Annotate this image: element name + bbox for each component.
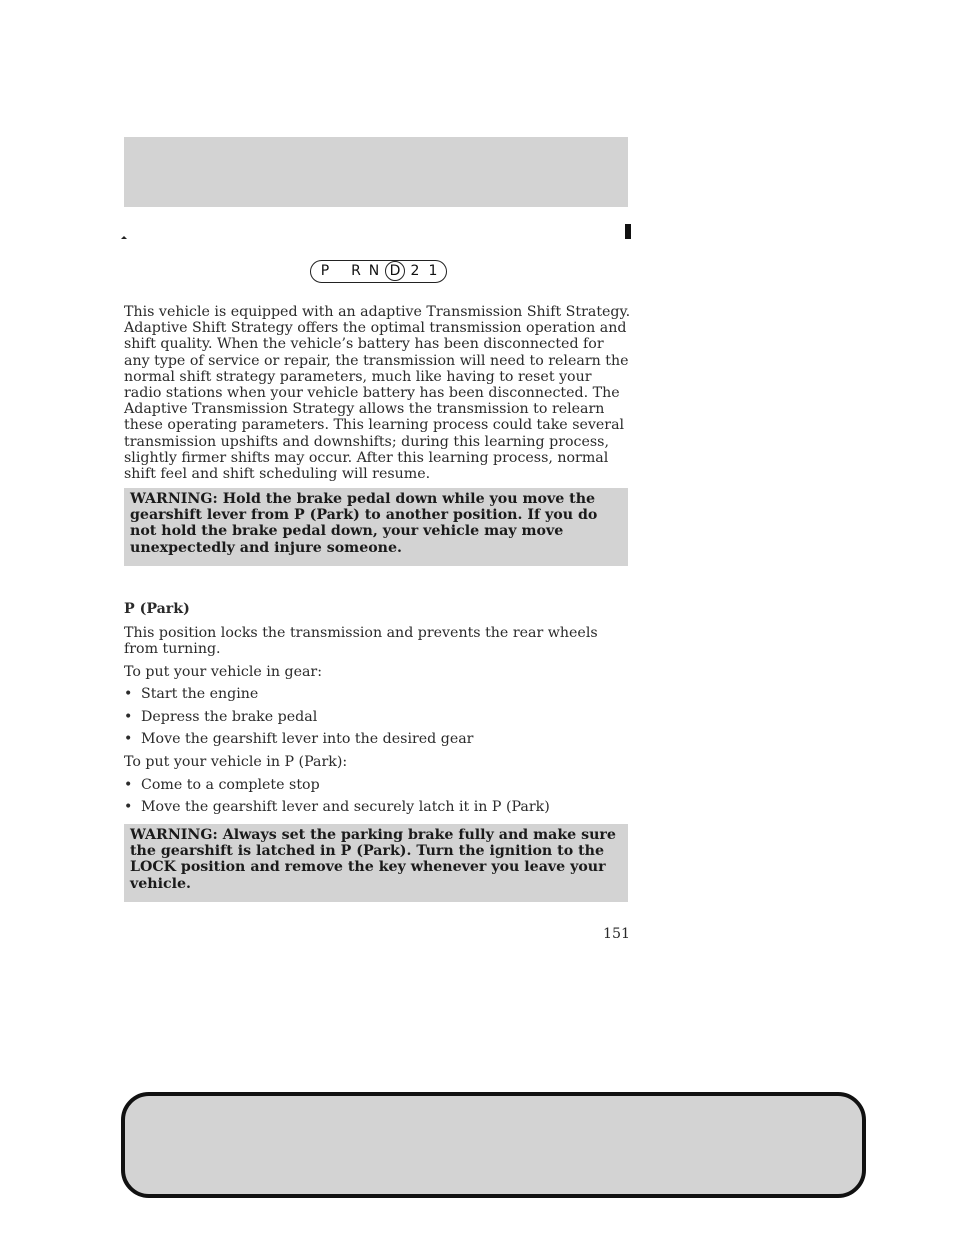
intro-paragraph: This vehicle is equipped with an adaptive Transmission Shift Strategy. Adaptive Shift Strategy offers the optimal transmission operation and shift quality. When the vehicle’s battery has been disconnected for any type of service or repair, the transmission will need to relearn the normal shift strategy parameters, much like having to reset your radio stations when your vehicle battery has been disconnected. The Adaptive Transmission Strategy allows the transmission to relearn these operating parameters. This learning process could take several transmission upshifts and downshifts; during this learning process, slightly firmer shifts may occur. After this learning process, normal shift feel and shift scheduling will resume.: [124, 304, 631, 483]
list-item: • Start the engine: [124, 686, 259, 702]
bullet-icon: •: [124, 709, 133, 725]
header-band: [124, 137, 628, 207]
park-description: This position locks the transmission and prevents the rear wheels from turning.: [124, 625, 598, 658]
warning-box-parking-brake: [124, 824, 628, 902]
corner-mark-icon: [121, 236, 127, 239]
page-number: 151: [603, 926, 631, 942]
bullet-icon: •: [124, 777, 133, 793]
gear-position-2: 2: [410, 263, 420, 279]
gear-position-1: 1: [428, 263, 438, 279]
gear-selector-indicator: [310, 260, 447, 283]
warning-text-brake: WARNING: Hold the brake pedal down while you move the gearshift lever from P (Park) to another position. If you do not hold the brake pedal down, your vehicle may move unexpectedly and injure someone.: [130, 491, 598, 556]
in-park-intro: To put your vehicle in P (Park):: [124, 754, 348, 770]
gear-position-r: R: [351, 263, 361, 279]
footer-frame: [121, 1092, 866, 1198]
list-item: • Move the gearshift lever and securely latch it in P (Park): [124, 799, 550, 815]
list-item: • Depress the brake pedal: [124, 709, 318, 725]
warning-box-brake: [124, 488, 628, 566]
gear-position-d-selected: D: [385, 261, 405, 281]
bullet-icon: •: [124, 731, 133, 747]
gear-position-n: N: [368, 263, 380, 279]
warning-text-parking-brake: WARNING: Always set the parking brake fully and make sure the gearshift is latched in P (Park). Turn the ignition to the LOCK position and remove the key whenever you leave your vehicle.: [130, 827, 616, 892]
list-item: • Come to a complete stop: [124, 777, 320, 793]
bullet-icon: •: [124, 686, 133, 702]
bullet-icon: •: [124, 799, 133, 815]
section-title-park: P (Park): [124, 601, 190, 617]
gear-position-p: P: [320, 263, 330, 279]
section-tab-marker: [625, 224, 631, 239]
list-item: • Move the gearshift lever into the desired gear: [124, 731, 474, 747]
in-gear-intro: To put your vehicle in gear:: [124, 664, 322, 680]
